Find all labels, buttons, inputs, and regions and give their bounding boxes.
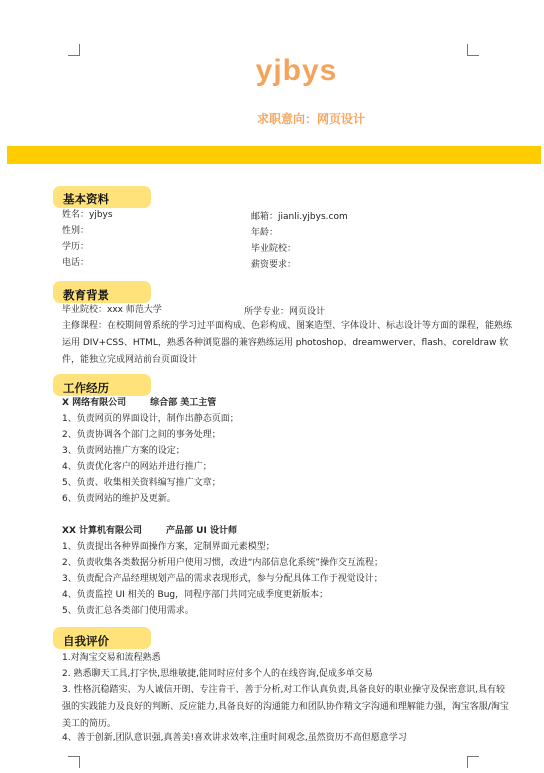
candidate-name: yjbys [255,54,338,87]
self-item: 3. 性格沉稳踏实、为人诚信开朗、专注肯干、善于分析,对工作认真负责,具备良好的职业操守及保密意识,具有较强的实践能力及良好的判断、反应能力,具备良好的沟通能力和团队协作精文字沟通和理解能力强，淘宝客服/淘宝美工的简历。 [62,685,509,729]
self-item: 2. 熟悉聊天工具,打字快,思维敏捷,能同时应付多个人的在线咨询,促成多单交易 [62,669,373,679]
job-role: 产品部 UI 设计师 [166,526,237,536]
job-duty: 1、负责提出各种界面操作方案，定制界面元素模型； [62,542,275,552]
education-school: 毕业院校：xxx 师范大学 [62,305,162,315]
basic-email: 邮箱：jianli.yjbys.com [251,212,348,222]
education-major: 所学专业：网页设计 [244,307,326,317]
job-duty: 5、负责汇总各类部门使用需求。 [62,606,194,616]
job-duty: 4、负责监控 UI 相关的 Bug，同程序部门共同完成季度更新版本； [62,590,329,600]
basic-degree: 学历： [62,242,90,252]
job-duty: 3、负责配合产品经理规划产品的需求表现形式，参与分配具体工作于视觉设计； [62,574,383,584]
section-title-work: 工作经历 [63,381,109,395]
basic-phone: 电话： [62,258,90,268]
job-duty: 1、负责网页的界面设计，制作出静态页面； [62,414,239,424]
education-courses: 主修课程：在校期间曾系统的学习过平面构成、色彩构成、图案造型、字体设计、标志设计等方面的课程，能熟练运用 DIV+CSS、HTML，熟悉各种浏览器的兼容熟练运用 photoshop、dreamwerver、flash、coreldraw 软件，能独立完成网站前台页面设计 [62,321,513,365]
basic-school: 毕业院校： [251,244,297,254]
job-duty: 3、负责网站推广方案的设定； [62,446,185,456]
basic-name: 姓名：yjbys [62,210,113,220]
section-title-basic: 基本资料 [63,192,109,206]
self-item: 4、善于创新,团队意识强,真善美!喜欢讲求效率,注重时间观念,虽然资历不高但愿意学习 [62,733,407,743]
job-heading [62,525,237,538]
section-title-self: 自我评价 [63,634,109,648]
self-item: 1.对淘宝交易和流程熟悉 [62,653,161,663]
basic-age: 年龄： [251,228,279,238]
job-role: 综合部 美工主管 [150,398,217,408]
basic-salary: 薪资要求： [251,260,297,270]
job-duty: 5、负责、收集相关资料编写推广文章； [62,478,221,488]
basic-gender: 性别： [62,226,90,236]
job-company: XX 计算机有限公司 [62,526,143,536]
job-duty: 2、负责协调各个部门之间的事务处理； [62,430,221,440]
job-intent: 求职意向：网页设计 [256,112,365,126]
job-company: X 网络有限公司 [62,398,127,408]
job-duty: 4、负责优化客户的网站并进行推广； [62,462,212,472]
page-corner-mark [467,756,479,768]
job-heading [62,397,216,410]
job-duty: 6、负责网站的维护及更新。 [62,494,176,504]
job-duty: 2、负责收集各类数据分析用户使用习惯，改进“内部信息化系统”操作交互流程； [62,558,384,568]
header-band [7,146,541,164]
section-title-education: 教育背景 [63,288,109,302]
page-corner-mark [68,756,80,768]
